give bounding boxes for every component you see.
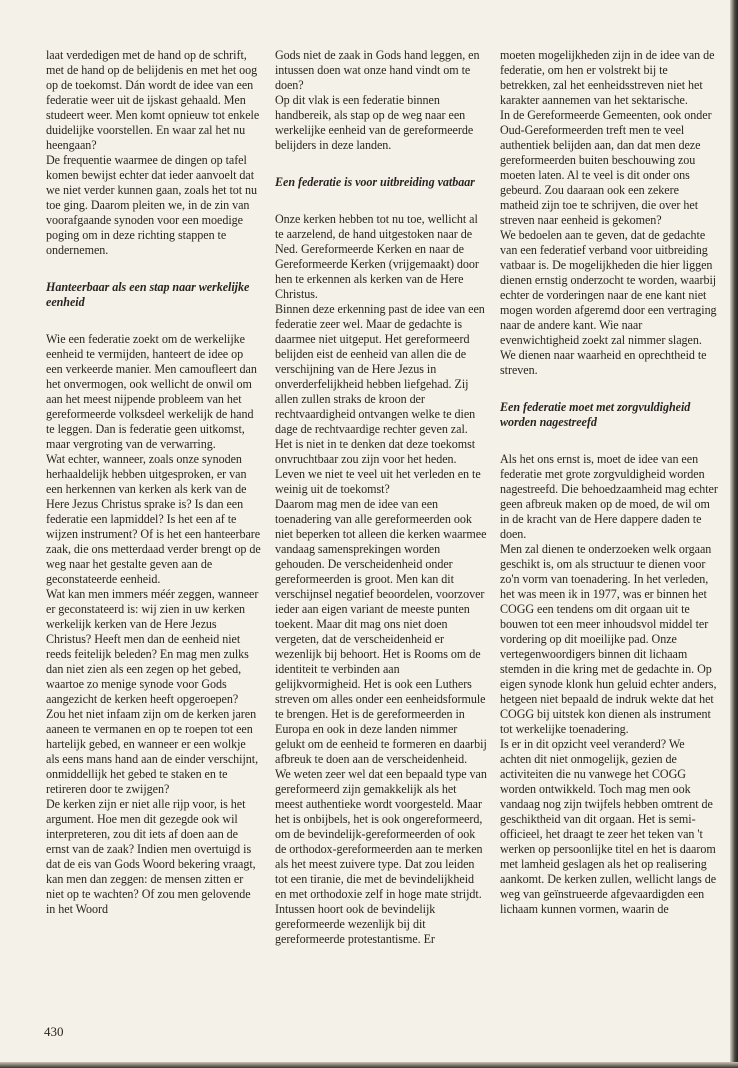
column-2 xyxy=(275,48,487,947)
paragraph: Is er in dit opzicht veel veranderd? We achten dit niet onmogelijk, gezien de activiteiten die nu vanwege het COGG worden ontwikkeld. Toch mag men ook vandaag nog zijn twijfels hebben omtrent de geschiktheid van dit orgaan. Het is semi-officieel, het draagt te zeer het teken van 't werken op persoonlijke titel en het is daarom met lamheid geslagen als het op realisering aankomt. De kerken zullen, wellicht langs de weg van geïnstrueerde afgevaardigden een lichaam kunnen vormen, waarin de xyxy=(500,737,717,916)
paragraph: Onze kerken hebben tot nu toe, wellicht al te aarzelend, de hand uitgestoken naar de Ned. Gereformeerde Kerken en naar de Gereformeerde Kerken (vrijgemaakt) door hen te erkennen als kerken van de Here Christus. xyxy=(275,212,479,301)
scan-edge-bottom xyxy=(0,1062,738,1068)
paragraph: moeten mogelijkheden zijn in de idee van de federatie, om hen er volstrekt bij te betrekken, zal het eenheidsstreven niet het karakter aannemen van het sektarische. xyxy=(500,48,715,107)
paragraph: laat verdedigen met de hand op de schrift, met de hand op de belijdenis en met het oog op de toekomst. Dán wordt de idee van een federatie weer uit de ijskast gehaald. Men studeert weer. Men komt opnieuw tot enkele duidelijke voorstellen. En waar zal het nu heengaan? xyxy=(46,48,260,152)
paragraph: We weten zeer wel dat een bepaald type van gereformeerd zijn gemakkelijk als het meest authentieke wordt voorgesteld. Maar het is onbijbels, het is ook ongereformeerd, om de bevindelijk-gereformeerden of ook de orthodox-gereformeerden aan te merken als het meest zuivere type. Dat zou leiden tot een tiranie, die met de bevindelijkheid en met orthodoxie zelf in hoge mate strijdt. Intussen hoort ook de bevindelijk gereformeerde wezenlijk bij dit gereformeerde protestantisme. Er xyxy=(275,767,487,946)
paragraph: Gods niet de zaak in Gods hand leggen, en intussen doen wat onze hand vindt om te doen? xyxy=(275,48,480,92)
paragraph: We bedoelen aan te geven, dat de gedachte van een federatief verband voor uitbreiding vatbaar is. De mogelijkheden die hier liggen dienen ernstig onderzocht te worden, waarbij echter de vorderingen naar de ene kant niet mogen worden afgeremd door een vertraging naar de andere kant. Wie naar evenwichtigheid zoekt zal nimmer slagen. We dienen naar waarheid en oprechtheid te streven. xyxy=(500,228,717,377)
paragraph: Wie een federatie zoekt om de werkelijke eenheid te vermijden, hanteert de idee op een verkeerde manier. Men camoufleert dan het onvermogen, ook wellicht de onwil om aan het meest nijpende probleem van het gereformeerde volksdeel werkelijk de hand te leggen. Dan is federatie geen uitkomst, maar vergroting van de verwarring. xyxy=(46,332,257,451)
paragraph: Op dit vlak is een federatie binnen handbereik, als stap op de weg naar een werkelijke eenheid van de gereformeerde belijders in deze landen. xyxy=(275,93,474,152)
paragraph: Binnen deze erkenning past de idee van een federatie zeer wel. Maar de gedachte is daarmee niet uitgeput. Het gereformeerd belijden eist de eenheid van allen die de verschijning van de Here Jezus in onverderfelijkheid hebben liefgehad. Zij allen zullen straks de kroon der rechtvaardigheid ontvangen welke te dien dage de rechtvaardige rechter geven zal. Het is niet in te denken dat deze toekomst onvruchtbaar zou zijn voor het heden. Leven we niet te veel uit het verleden en te weinig uit de toekomst? xyxy=(275,302,485,496)
paragraph: Daarom mag men de idee van een toenadering van alle gereformeerden ook niet beperken tot alleen die kerken waarmee vandaag samensprekingen worden gehouden. De verscheidenheid onder gereformeerden is groot. Men kan dit verschijnsel negatief beoordelen, voorzover ieder aan eigen variant de meeste punten toekent. Maar dit mag ons niet doen vergeten, dat de verscheidenheid er wezenlijk bij behoort. Het is Rooms om de identiteit te verbinden aan gelijkvormigheid. Het is ook een Luthers streven om alles onder een eenheidsformule te brengen. Het is de gereformeerden in Europa en ook in deze landen nimmer gelukt om de eenheid te formeren en daarbij afbreuk te doen aan de verscheidenheid. xyxy=(275,497,487,766)
paragraph: Wat kan men immers méér zeggen, wanneer er geconstateerd is: wij zien in uw kerken werkelijk kerken van de Here Jezus Christus? Heeft men dan de eenheid niet reeds feitelijk beleden? En mag men zulks dan niet zien als een zegen op het gebed, waartoe zo menige synode voor Gods aangezicht de kerken heeft opgeroepen? xyxy=(46,587,259,706)
page-number: 430 xyxy=(44,1024,64,1039)
paragraph: Men zal dienen te onderzoeken welk orgaan geschikt is, om als structuur te dienen voor zo'n vorm van toenadering. In het verleden, het was meen ik in 1977, was er binnen het COGG een tendens om dit orgaan uit te bouwen tot een meer inhoudsvol middel ter vordering op dit moeilijke pad. Onze vertegenwoordigers binnen dit lichaam stemden in die kring met de gedachte in. Op eigen synode klonk hun geluid echter anders, hetgeen niet bepaald de indruk wekte dat het COGG bij uitstek kon dienen als instrument tot werkelijke toenadering. xyxy=(500,542,717,736)
paragraph: Als het ons ernst is, moet de idee van een federatie met grote zorgvuldigheid worden nagestreefd. Die behoedzaamheid mag echter geen afbreuk maken op de moed, de wil om in de kracht van de Here dappere daden te doen. xyxy=(500,452,718,541)
paragraph: Wat echter, wanneer, zoals onze synoden herhaaldelijk hebben uitgesproken, er van een herkennen van kerken als kerk van de Here Jezus Christus sprake is? Is dan een federatie een lapmiddel? Is het een af te wijzen instrument? Of is het een hanteerbare zaak, die ons metterdaad verder brengt op de weg naar het gestalte geven aan de geconstateerde eenheid. xyxy=(46,452,261,586)
scan-edge-right xyxy=(730,0,738,1068)
paragraph: Zou het niet infaam zijn om de kerken jaren aaneen te vermanen en op te roepen tot een hartelijk gebed, en wanneer er een wolkje als eens mans hand aan de einder verschijnt, onmiddellijk het gebed te staken en te retireren door te zwijgen? xyxy=(46,707,259,796)
column-3 xyxy=(500,48,718,917)
section-heading: Een federatie moet met zorgvuldigheid worden nagestreefd xyxy=(500,400,691,429)
section-heading: Een federatie is voor uitbreiding vatbaar xyxy=(275,175,475,189)
paragraph: De frequentie waarmee de dingen op tafel komen bewijst echter dat ieder aanvoelt dat we niet verder kunnen gaan, zoals het tot nu toe ging. Daarom pleiten we, in de zin van voorafgaande synoden voor een moedige poging om in deze richting stappen te ondernemen. xyxy=(46,153,258,257)
paragraph: De kerken zijn er niet alle rijp voor, is het argument. Hoe men dit gezegde ook wil interpreteren, zou dit iets af doen aan de ernst van de zaak? Indien men overtuigd is dat de eis van Gods Woord bekering vraagt, kan men dan zeggen: de mensen zitten er niet op te wachten? Of zou men gelovende in het Woord xyxy=(46,797,256,916)
section-heading: Hanteerbaar als een stap naar werkelijke eenheid xyxy=(46,280,250,309)
paragraph: In de Gereformeerde Gemeenten, ook onder Oud-Gereformeerden treft men te veel authentiek belijden aan, dan dat men deze gereformeerden buiten beschouwing zou moeten laten. Al te veel is dit onder ons gebeurd. Zou daaraan ook een zekere matheid zijn toe te schrijven, die over het streven naar eenheid is gekomen? xyxy=(500,108,712,227)
column-1 xyxy=(46,48,261,917)
